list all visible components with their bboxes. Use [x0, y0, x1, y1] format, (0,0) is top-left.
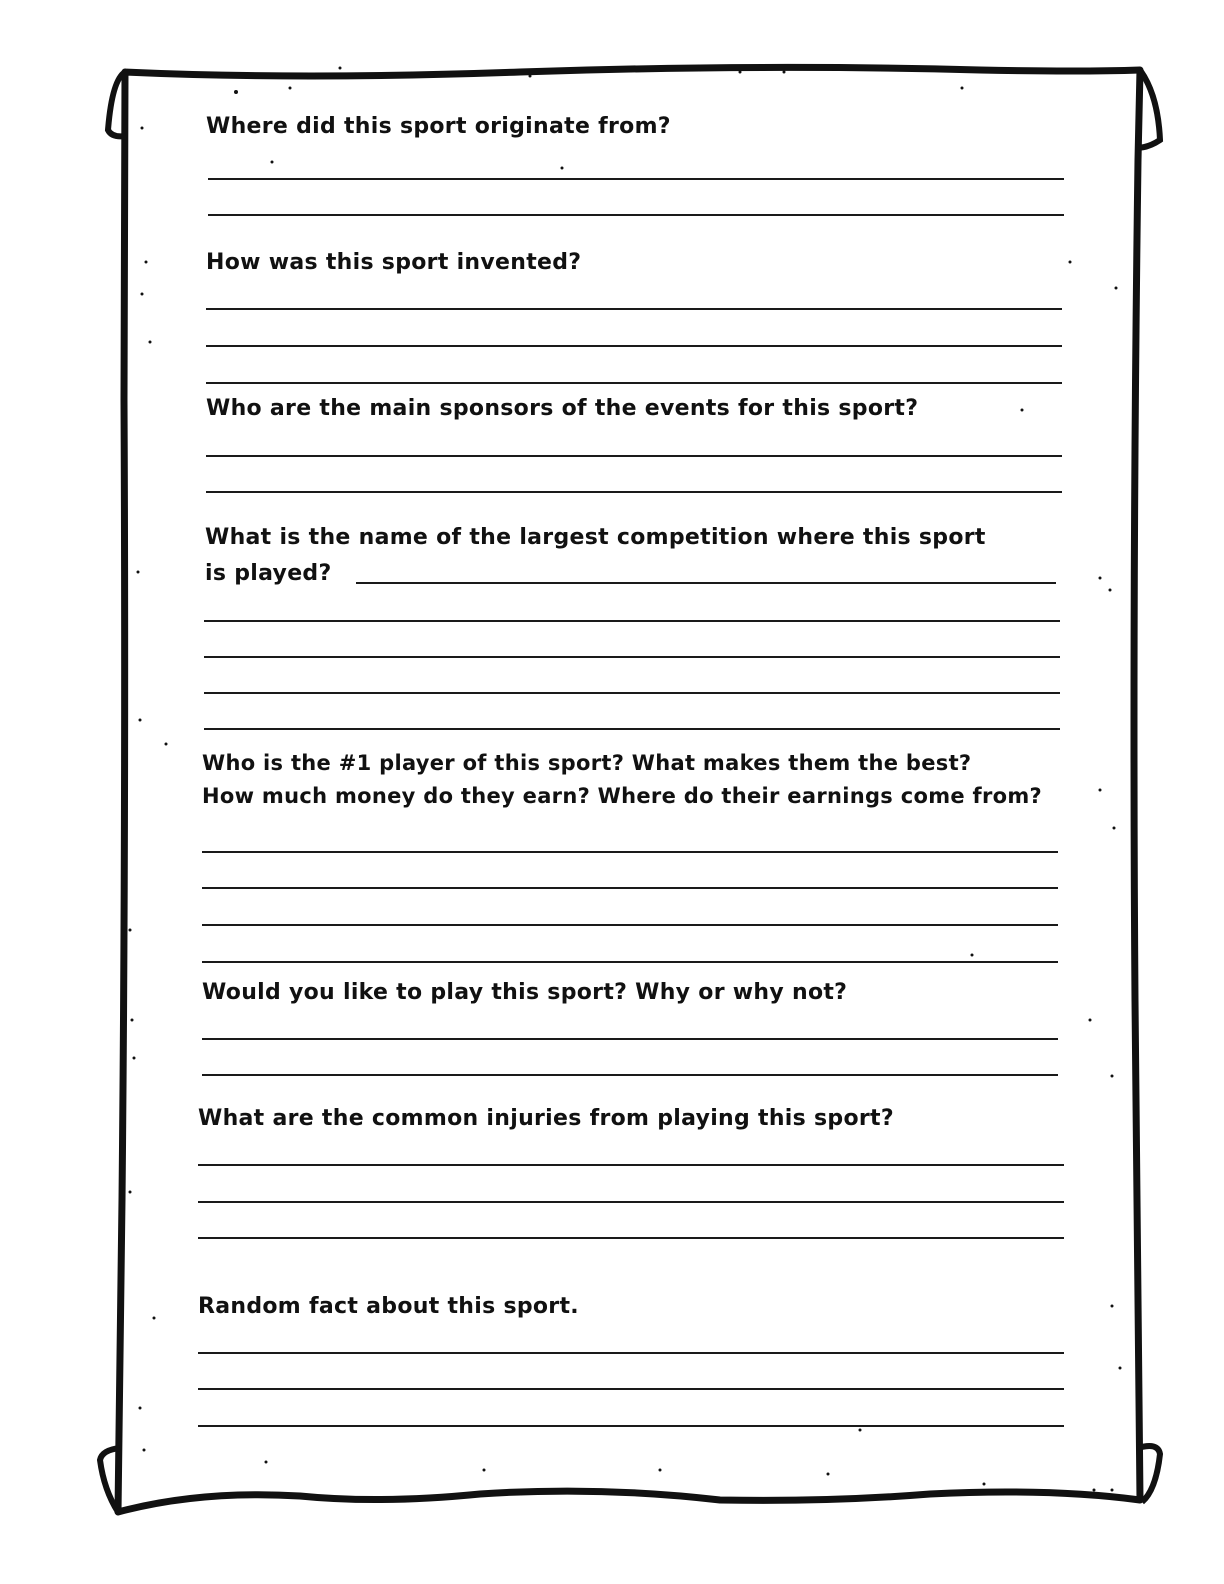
answer-line[interactable] — [202, 1074, 1058, 1076]
question-injuries: What are the common injuries from playing this sport? — [198, 1106, 894, 1131]
answer-line[interactable] — [202, 851, 1058, 853]
answer-line[interactable] — [208, 214, 1064, 216]
question-largest-competition-line1: What is the name of the largest competition where this sport — [205, 525, 986, 550]
answer-line[interactable] — [202, 1038, 1058, 1040]
answer-line[interactable] — [202, 887, 1058, 889]
answer-line[interactable] — [206, 345, 1062, 347]
question-sponsors: Who are the main sponsors of the events for this sport? — [206, 396, 919, 421]
question-top-player-line1: Who is the #1 player of this sport? What makes them the best? — [202, 751, 972, 775]
answer-line[interactable] — [206, 491, 1062, 493]
question-largest-competition-line2: is played? — [205, 561, 332, 586]
answer-line[interactable] — [198, 1425, 1064, 1427]
answer-line[interactable] — [204, 692, 1060, 694]
question-random-fact: Random fact about this sport. — [198, 1294, 579, 1319]
answer-line[interactable] — [206, 308, 1062, 310]
answer-line[interactable] — [198, 1352, 1064, 1354]
question-top-player-line2: How much money do they earn? Where do their earnings come from? — [202, 784, 1043, 808]
answer-line[interactable] — [206, 382, 1062, 384]
answer-line[interactable] — [208, 178, 1064, 180]
answer-line[interactable] — [204, 620, 1060, 622]
answer-line[interactable] — [198, 1201, 1064, 1203]
answer-line[interactable] — [204, 728, 1060, 730]
answer-line[interactable] — [204, 656, 1060, 658]
answer-line[interactable] — [202, 961, 1058, 963]
question-invention: How was this sport invented? — [206, 250, 582, 275]
answer-line[interactable] — [198, 1164, 1064, 1166]
answer-line[interactable] — [202, 924, 1058, 926]
answer-line[interactable] — [206, 455, 1062, 457]
question-origin: Where did this sport originate from? — [206, 114, 671, 139]
answer-line[interactable] — [356, 582, 1056, 584]
answer-line[interactable] — [198, 1237, 1064, 1239]
answer-line[interactable] — [198, 1388, 1064, 1390]
question-would-you-play: Would you like to play this sport? Why or why not? — [202, 980, 848, 1005]
